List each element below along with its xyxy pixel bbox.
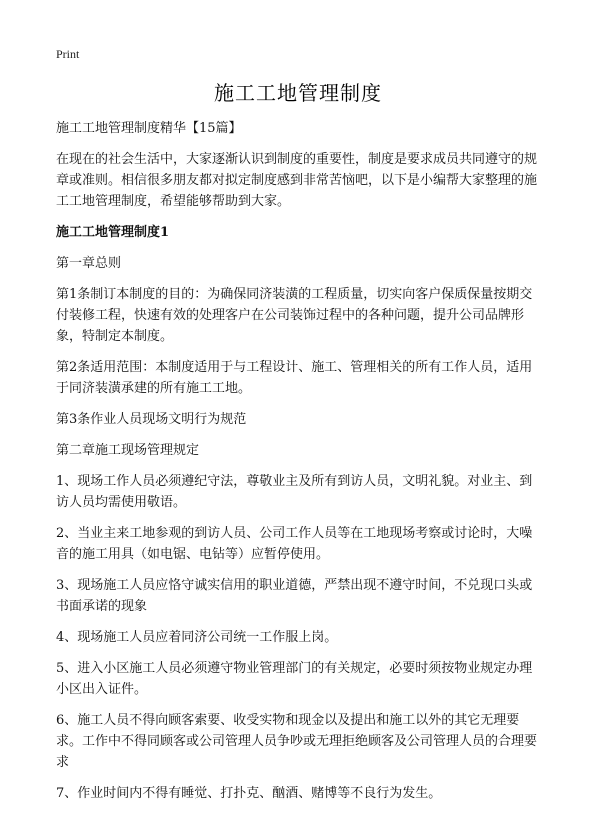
rule-1: 1、现场工作人员必须遵纪守法，尊敬业主及所有到访人员，文明礼貌。对业主、到访人员均需使用敬语。 <box>56 474 533 510</box>
article-1: 第1条制订本制度的目的：为确保同济装潢的工程质量，切实向客户保质保量按期交付装修工程，快速有效的处理客户在公司装饰过程中的各种问题，提升公司品牌形象，特制定本制度。 <box>56 287 533 344</box>
rule-6: 6、施工人员不得向顾客索要、收受实物和现金以及提出和施工以外的其它无理要求。工作中不得同顾客或公司管理人员争吵或无理拒绝顾客及公司管理人员的合理要求 <box>56 713 538 770</box>
chapter-heading-general: 第一章总则 <box>56 256 122 271</box>
intro-paragraph: 在现在的社会生活中，大家逐渐认识到制度的重要性，制度是要求成员共同遵守的规章或准则。相信很多朋友都对拟定制度感到非常苦恼吧，以下是小编帮大家整理的施工工地管理制度，希望能够帮助到大家。 <box>56 152 538 209</box>
article-3: 第3条作业人员现场文明行为规范 <box>56 412 247 427</box>
rule-4: 4、现场施工人员应着同济公司统一工作服上岗。 <box>56 630 338 645</box>
rule-2: 2、当业主来工地参观的到访人员、公司工作人员等在工地现场考察或讨论时，大噪音的施工用具（如电锯、电钻等）应暂停使用。 <box>56 526 533 562</box>
print-label: Print <box>56 47 80 61</box>
chapter-heading-site-management: 第二章施工现场管理规定 <box>56 443 200 458</box>
rule-7: 7、作业时间内不得有睡觉、打扑克、酗酒、赌博等不良行为发生。 <box>56 786 442 801</box>
section-heading: 施工工地管理制度1 <box>56 225 170 240</box>
rule-3: 3、现场施工人员应恪守诚实信用的职业道德，严禁出现不遵守时间，不兑现口头或书面承诺的现象 <box>56 578 533 614</box>
document-title: 施工工地管理制度 <box>214 81 382 105</box>
document-subtitle: 施工工地管理制度精华【15篇】 <box>56 121 242 136</box>
rule-5: 5、进入小区施工人员必须遵守物业管理部门的有关规定，必要时须按物业规定办理小区出入证件。 <box>56 661 533 697</box>
article-2: 第2条适用范围：本制度适用于与工程设计、施工、管理相关的所有工作人员，适用于同济装潢承建的所有施工工地。 <box>56 360 533 396</box>
